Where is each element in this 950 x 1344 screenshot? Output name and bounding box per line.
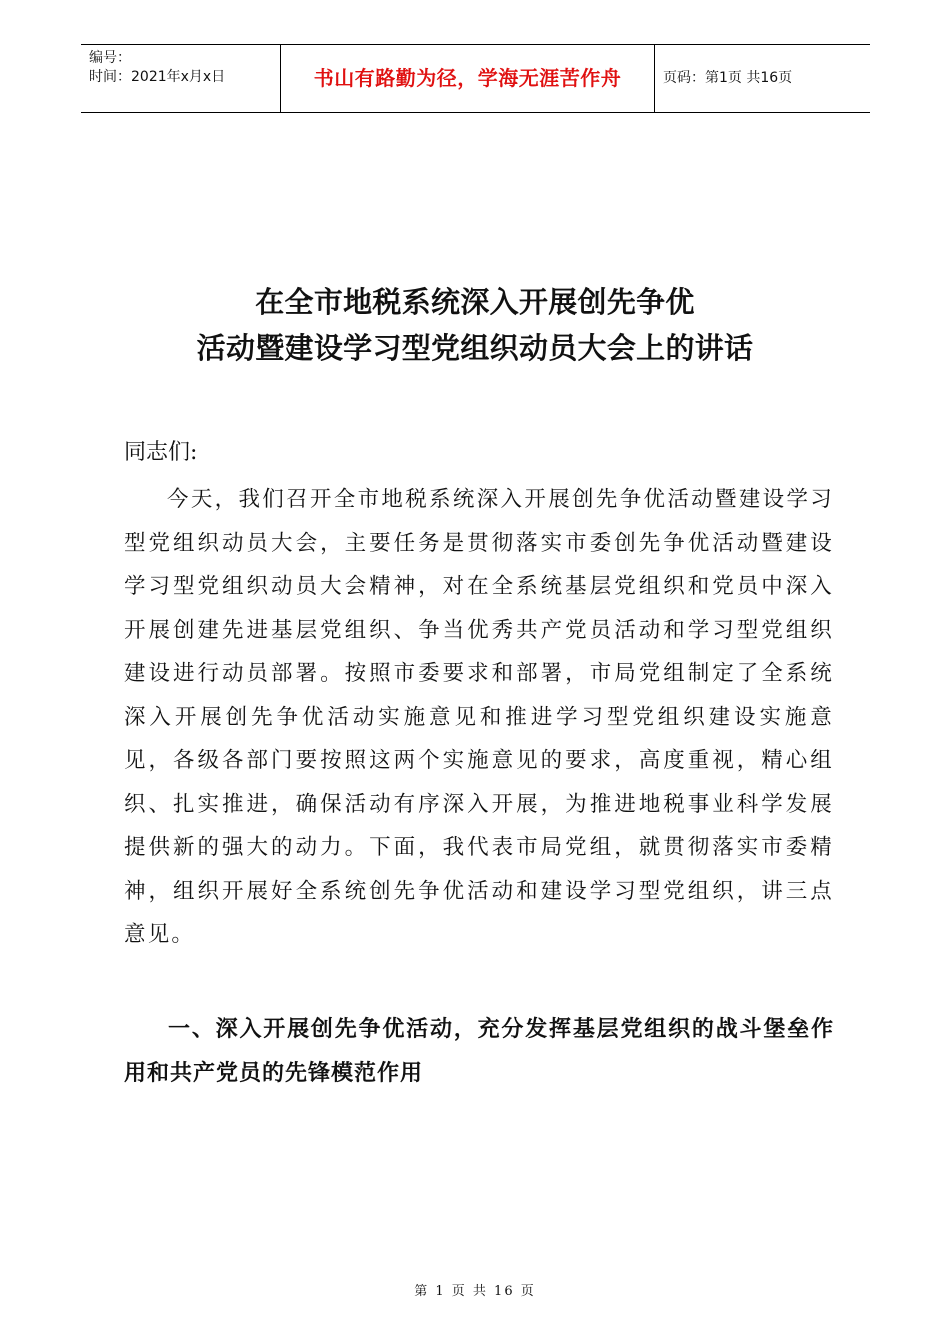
title-line-1: 在全市地税系统深入开展创先争优 (255, 285, 695, 319)
salutation: 同志们: (124, 440, 198, 465)
header-motto-cell (281, 45, 655, 112)
header-meta-cell (81, 45, 281, 112)
header-motto: 书山有路勤为径，学海无涯苦作舟 (313, 66, 622, 90)
document-number-label: 编号： (89, 50, 131, 66)
page-footer: 第 1 页 共 16 页 (414, 1284, 536, 1299)
title-line-2: 活动暨建设学习型党组织动员大会上的讲话 (196, 331, 754, 365)
page-header (81, 44, 870, 113)
document-title (0, 279, 950, 371)
section-heading-1: 一、深入开展创先争优活动，充分发挥基层党组织的战斗堡垒作用和共产党员的先锋模范作用 (124, 1017, 834, 1086)
header-page-info: 页码：第1页 共16页 (663, 69, 793, 86)
document-time-label: 时间：2021年x月x日 (89, 69, 226, 85)
body-paragraph: 今天，我们召开全市地税系统深入开展创先争优活动暨建设学习型党组织动员大会，主要任务是贯彻落实市委创先争优活动暨建设学习型党组织动员大会精神，对在全系统基层党组织和党员中深入开展创建先进基层党组织、争当优秀共产党员活动和学习型党组织建设进行动员部署。按照市委要求和部署，市局党组制定了全系统深入开展创先争优活动实施意见和推进学习型党组织建设实施意见，各级各部门要按照这两个实施意见的要求，高度重视，精心组织、扎实推进，确保活动有序深入开展，为推进地税事业科学发展提供新的强大的动力。下面，我代表市局党组，就贯彻落实市委精神，组织开展好全系统创先争优活动和建设学习型党组织，讲三点意见。 (124, 487, 834, 947)
header-page-cell (655, 45, 870, 112)
